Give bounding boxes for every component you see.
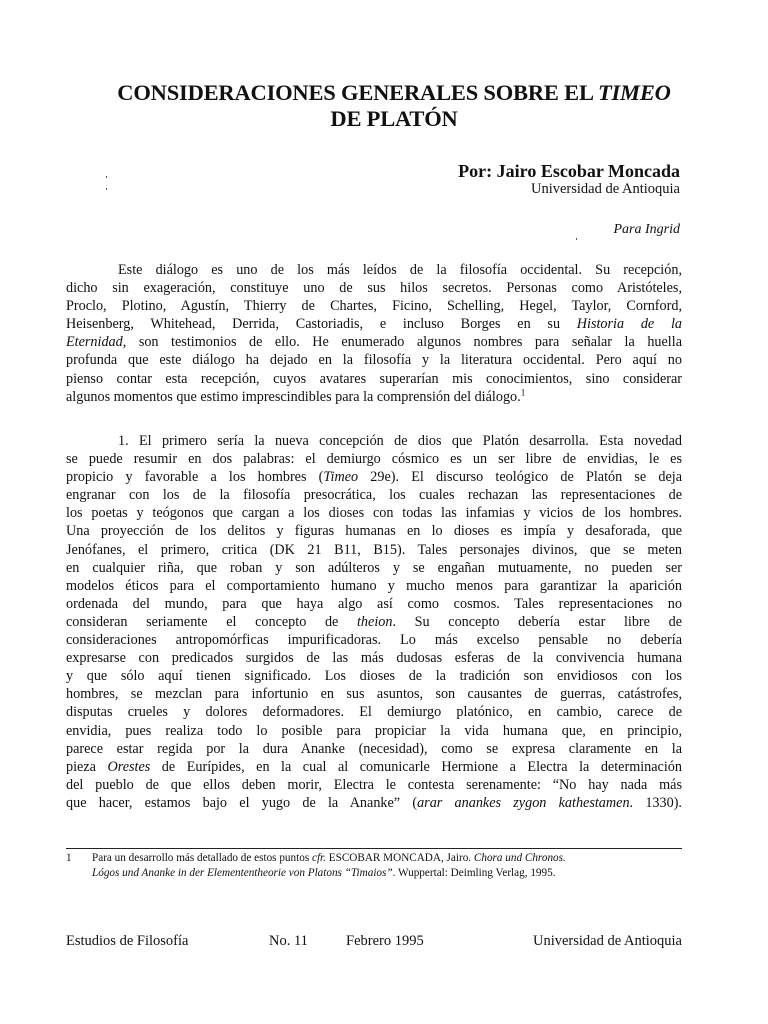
text-line: y que sólo aquí tienen significado. Los dioses de la tradición son envidiosos con los [66, 668, 682, 685]
text-line: pieza Orestes de Eurípides, en la cual al comunicarle Hermione a Electra la determinación [66, 758, 682, 775]
text-line: consideraciones antropomórficas impurificadoras. Lo más excelso pensable no debería [66, 632, 682, 649]
text-line: envidia, pues realiza todo lo posible para propiciar la vida humana que, en principio, [66, 722, 682, 739]
text-line: 1. El primero sería la nueva concepción de dios que Platón desarrolla. Esta novedad [118, 433, 682, 449]
dedication: Para Ingrid [613, 222, 680, 237]
text-line: Este diálogo es uno de los más leídos de la filosofía occidental. Su recepción, [118, 262, 682, 278]
article-title [60, 80, 728, 132]
text-line: Heisenberg, Whitehead, Derrida, Castoriadis, e incluso Borges en su Historia de la [66, 316, 682, 333]
title-italic-work: TIMEO [597, 80, 671, 105]
text-line: disputas crueles y dolores deformadores. El demiurgo platónico, en cambio, carece de [66, 704, 682, 721]
footnote-number: 1 [66, 852, 72, 864]
title-line-2: DE PLATÓN [330, 106, 458, 131]
title-text: CONSIDERACIONES GENERALES SOBRE EL [117, 80, 598, 105]
text-line: modelos éticos para el comportamiento humano y mucho menos para garantizar la aparición [66, 577, 682, 594]
text-line: Jenófanes, el primero, critica (DK 21 B11, B15). Tales personajes divinos, que se meten [66, 541, 682, 558]
text-line: dicho sin exageración, constituye uno de sus hilos secretos. Personas como Aristóteles, [66, 280, 682, 297]
footer-journal: Estudios de Filosofía [66, 933, 189, 949]
text-line: parece estar regida por la dura Ananke (necesidad), como se expresa claramente en la [66, 740, 682, 757]
text-line: los poetas y teógonos que cargan a los dioses con todas las infamias y vicios de los hombres. [66, 505, 682, 522]
footer-university: Universidad de Antioquia [532, 933, 682, 949]
text-line: hombres, se mezclan para infortunio en sus asuntos, son causantes de guerras, catástrofes, [66, 686, 682, 703]
text-line: propicio y favorable a los hombres (Timeo 29e). El discurso teológico de Platón se deja [66, 469, 682, 486]
footnote-divider [66, 848, 682, 849]
text-line: que hacer, estamos bajo el yugo de la Ananke” (arar anankes zygon kathestamen. 1330). [66, 794, 682, 811]
scan-speck [576, 238, 577, 240]
footnote-line: Lógos und Ananke in der Elemententheorie von Platons “Timaios”. Wuppertal: Deimling Verlag, 1995. [92, 867, 556, 879]
text-line: expresarse con predicados surgidos de las más dudosas esferas de la convivencia humana [66, 650, 682, 667]
footer-issue-number: No. 11 [269, 933, 308, 949]
author-affiliation: Universidad de Antioquia [530, 181, 680, 197]
text-line: consideran seriamente el concepto de theion. Su concepto debería estar libre de [66, 613, 682, 630]
text-line: Proclo, Plotino, Agustín, Thierry de Chartes, Ficino, Schelling, Hegel, Taylor, Cornford, [66, 298, 682, 315]
footer-date: Febrero 1995 [346, 933, 424, 949]
text-line: algunos momentos que estimo imprescindibles para la comprensión del diálogo.$^1$ [66, 387, 526, 405]
text-line: pienso contar esta recepción, cuyos avatares superarían mis conocimientos, sino considerar [66, 370, 682, 387]
author-byline: Por: Jairo Escobar Moncada [458, 161, 680, 181]
paragraph-section-1 [66, 432, 682, 812]
text-line: Una proyección de los delitos y figuras humanas en lo dioses es impía y desaforada, que [66, 523, 682, 540]
text-line: engranar con los de la filosofía presocrática, los cuales rechazan las representaciones de [66, 487, 682, 504]
paragraph-intro [66, 261, 682, 406]
scan-speck [106, 176, 107, 178]
footnote-line: Para un desarrollo más detallado de estos puntos cfr. ESCOBAR MONCADA, Jairo. Chora und Chronos. [92, 852, 566, 864]
text-line: del pueblo de que ellos deben morir, Electra le contesta serenamente: “No hay nada más [66, 776, 682, 793]
text-line: profunda que este diálogo ha dejado en la filosofía y la literatura occidental. Pero aquí no [66, 352, 682, 369]
title-line-1 [60, 80, 728, 106]
text-line: se puede resumir en dos palabras: el demiurgo cósmico es un ser libre de envidias, le es [66, 451, 682, 468]
scan-speck [106, 188, 107, 190]
text-line: ordenada del mundo, para que haya algo así como cosmos. Tales representaciones no [66, 595, 682, 612]
text-line: Eternidad, son testimonios de ello. He enumerado algunos nombres para señalar la huella [66, 334, 682, 351]
footnote [66, 851, 666, 881]
footnote-reference: 1 [520, 387, 526, 397]
text-line: en cualquier riña, que roban y son adúlteros y se engañan mutuamente, no pueden ser [66, 559, 682, 576]
